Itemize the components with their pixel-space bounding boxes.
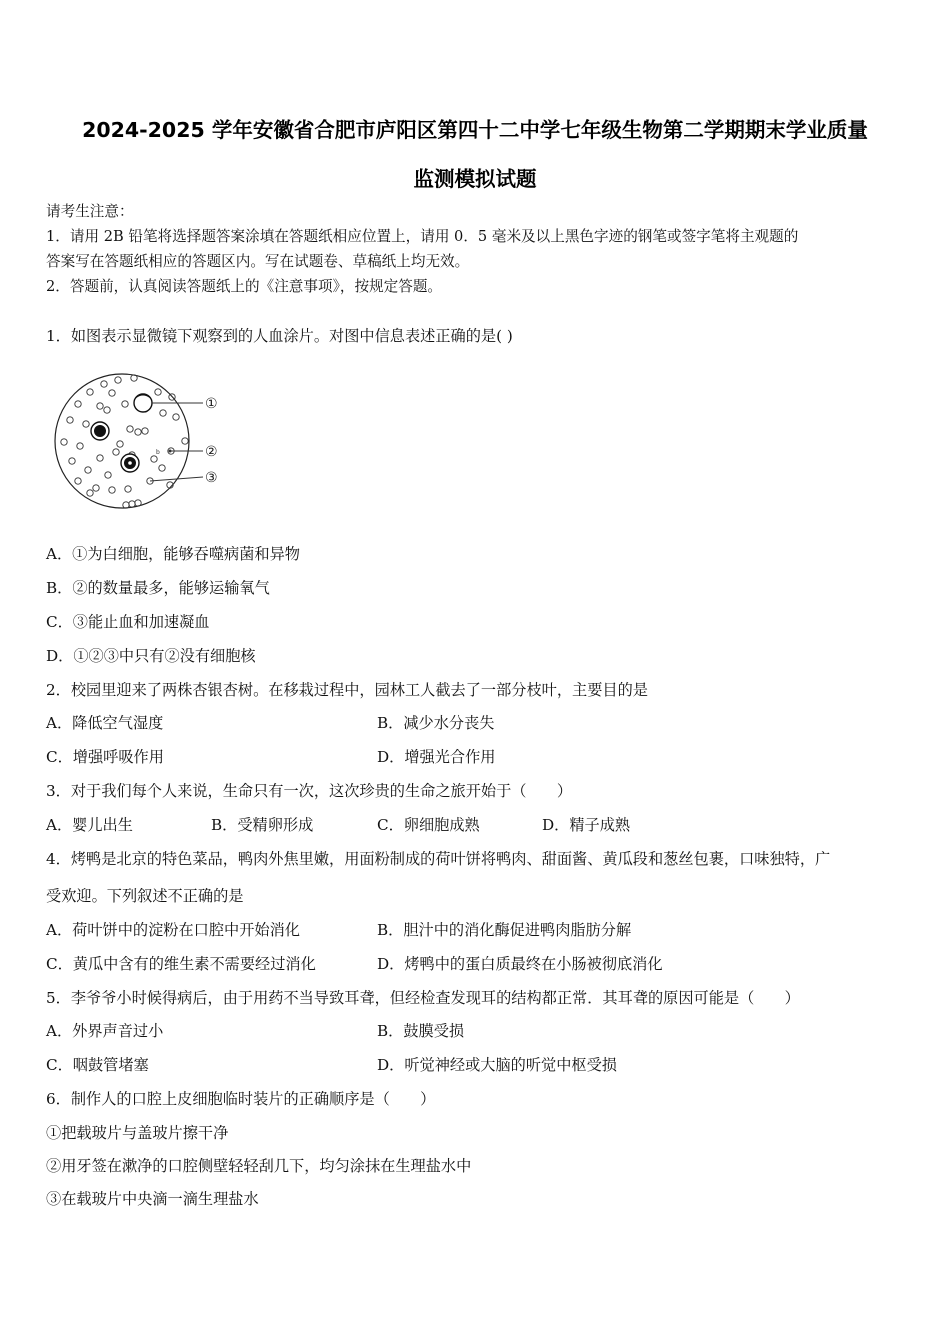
q1-stem: 1．如图表示显微镜下观察到的人血涂片。对图中信息表述正确的是( )	[46, 327, 513, 345]
q4-option-a: A．荷叶饼中的淀粉在口腔中开始消化	[46, 921, 300, 939]
marker-3: ③	[205, 470, 218, 486]
notice-item1-line2: 答案写在答题纸相应的答题区内。写在试题卷、草稿纸上均无效。	[46, 253, 470, 270]
q1-option-a: A．①为白细胞，能够吞噬病菌和异物	[46, 545, 300, 563]
q6-step-3: ③在载玻片中央滴一滴生理盐水	[46, 1190, 259, 1208]
tiny-label: b	[156, 449, 160, 456]
q4-stem-line1: 4．烤鸭是北京的特色菜品，鸭肉外焦里嫩，用面粉制成的荷叶饼将鸭肉、甜面酱、黄瓜段和葱丝包裹，口味独特，广	[46, 850, 831, 868]
q6-step-1: ①把载玻片与盖玻片擦干净	[46, 1124, 229, 1142]
white-blood-cell-3	[121, 454, 139, 472]
q4-option-b: B．胆汁中的消化酶促进鸭肉脂肪分解	[377, 921, 632, 939]
white-blood-cell-2	[91, 422, 109, 440]
q1-option-c: C．③能止血和加速凝血	[46, 613, 210, 631]
q3-option-c: C．卵细胞成熟	[377, 816, 480, 834]
q4-option-c: C．黄瓜中含有的维生素不需要经过消化	[46, 955, 316, 973]
notice-heading: 请考生注意：	[46, 203, 134, 220]
q4-option-d: D．烤鸭中的蛋白质最终在小肠被彻底消化	[377, 955, 663, 973]
q2-option-b: B．减少水分丧失	[377, 714, 495, 732]
red-blood-cells	[61, 375, 188, 508]
q6-step-2: ②用牙签在漱净的口腔侧壁轻轻刮几下，均匀涂抹在生理盐水中	[46, 1157, 472, 1175]
q3-option-a: A．婴儿出生	[46, 816, 133, 834]
q3-stem: 3．对于我们每个人来说，生命只有一次，这次珍贵的生命之旅开始于（ ）	[46, 782, 573, 800]
q2-option-d: D．增强光合作用	[377, 748, 496, 766]
q2-option-a: A．降低空气湿度	[46, 714, 164, 732]
q5-stem: 5．李爷爷小时候得病后，由于用药不当导致耳聋，但经检查发现耳的结构都正常．其耳聋的原因可能是（ ）	[46, 989, 800, 1007]
notice-item2: 2．答题前，认真阅读答题纸上的《注意事项》，按规定答题。	[46, 278, 443, 295]
document-title-line1: 2024-2025 学年安徽省合肥市庐阳区第四十二中学七年级生物第二学期期末学业质量	[82, 118, 868, 142]
q5-option-b: B．鼓膜受损	[377, 1022, 465, 1040]
q2-option-c: C．增强呼吸作用	[46, 748, 164, 766]
q5-option-a: A．外界声音过小	[46, 1022, 164, 1040]
q1-option-b: B．②的数量最多，能够运输氧气	[46, 579, 270, 597]
marker-2: ②	[205, 444, 218, 460]
q5-option-d: D．听觉神经或大脑的听觉中枢受损	[377, 1056, 617, 1074]
q4-stem-line2: 受欢迎。下列叙述不正确的是	[46, 887, 244, 905]
q3-option-b: B．受精卵形成	[211, 816, 314, 834]
q5-option-c: C．咽鼓管堵塞	[46, 1056, 149, 1074]
q6-stem: 6．制作人的口腔上皮细胞临时装片的正确顺序是（ ）	[46, 1090, 436, 1108]
marker-1: ①	[205, 396, 218, 412]
q2-stem: 2．校园里迎来了两株杏银杏树。在移栽过程中，园林工人截去了一部分枝叶，主要目的是	[46, 681, 648, 699]
white-blood-cell-1	[134, 394, 152, 412]
q1-option-d: D．①②③中只有②没有细胞核	[46, 647, 256, 665]
document-title-line2: 监测模拟试题	[413, 167, 537, 191]
blood-smear-figure	[50, 362, 240, 522]
notice-item1-line1: 1．请用 2B 铅笔将选择题答案涂填在答题纸相应位置上，请用 0．5 毫米及以上黑色字迹的钢笔或签字笔将主观题的	[46, 228, 799, 245]
q3-option-d: D．精子成熟	[542, 816, 631, 834]
